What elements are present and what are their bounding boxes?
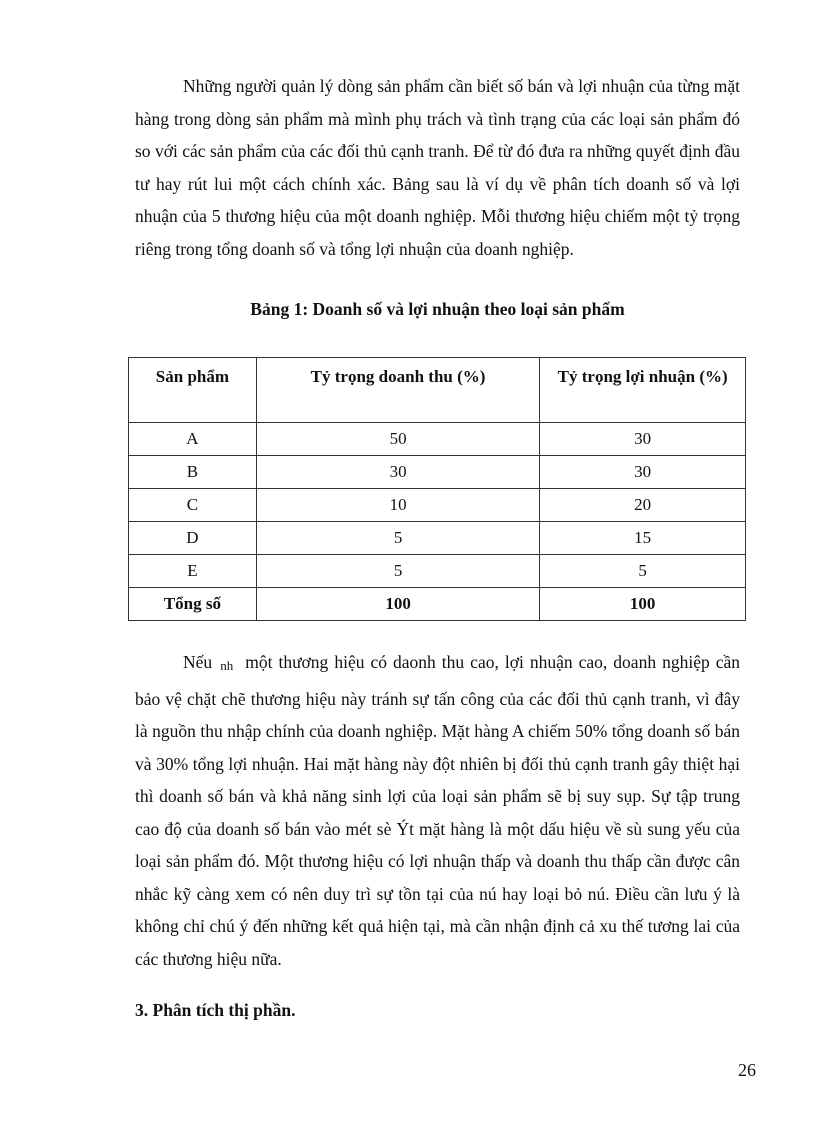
revenue-cell: 30 [256, 456, 540, 489]
table-caption: Bảng 1: Doanh số và lợi nhuận theo loại sản phẩm [250, 299, 625, 319]
table-row [129, 456, 746, 489]
product-cell: C [129, 489, 257, 522]
analysis-paragraph [135, 646, 740, 975]
section-heading: 3. Phân tích thị phần. [135, 1000, 296, 1020]
product-cell: B [129, 456, 257, 489]
profit-cell: 5 [540, 555, 746, 588]
paragraph-body: một thương hiệu có daonh thu cao, lợi nhuận cao, doanh nghiệp cần bảo vệ chặt chẽ thương hiệu này tránh sự tấn công của các đối thủ cạnh tranh, vì đây là nguồn thu nhập chính của doanh nghiệp. Mặt hàng A chiếm 50% tổng doanh số bán và 30% tổng lợi nhuận. Hai mặt hàng này đột nhiên bị đối thủ cạnh tranh gây thiệt hại thì doanh số bán và khả năng sinh lợi của loại sản phẩm sẽ bị suy sụp. Sự tập trung cao độ của doanh số bán vào mét sè Ýt mặt hàng là một dấu hiệu về sù sung yếu của loại sản phẩm đó. Một thương hiệu có lợi nhuận thấp và doanh thu thấp cần được cân nhắc kỹ càng xem có nên duy trì sự tồn tại của nú hay loại bỏ nú. Điều cần lưu ý là không chỉ chú ý đến những kết quả hiện tại, mà cần nhận định cả xu thế tương lai của các thương hiệu nữa. [135, 652, 741, 969]
profit-cell: 20 [540, 489, 746, 522]
table-row [129, 489, 746, 522]
total-profit-cell: 100 [540, 588, 746, 621]
header-product: Sản phẩm [129, 358, 257, 423]
revenue-cell: 5 [256, 522, 540, 555]
revenue-cell: 10 [256, 489, 540, 522]
table-total-row [129, 588, 746, 621]
product-cell: A [129, 423, 257, 456]
profit-cell: 30 [540, 423, 746, 456]
intro-paragraph: Những người quản lý dòng sản phẩm cần biết số bán và lợi nhuận của từng mặt hàng trong dòng sản phẩm mà mình phụ trách và tình trạng của các loại sản phẩm đó so với các sản phẩm của các đối thủ cạnh tranh. Để từ đó đưa ra những quyết định đầu tư hay rút lui một cách chính xác. Bảng sau là ví dụ về phân tích doanh số và lợi nhuận của 5 thương hiệu của một doanh nghiệp. Mỗi thương hiệu chiếm một tỷ trọng riêng trong tổng doanh số và tổng lợi nhuận của doanh nghiệp. [135, 76, 740, 259]
product-cell: E [129, 555, 257, 588]
header-revenue-share: Tỷ trọng doanh thu (%) [256, 358, 540, 423]
profit-cell: 15 [540, 522, 746, 555]
total-revenue-cell: 100 [256, 588, 540, 621]
profit-cell: 30 [540, 456, 746, 489]
table-row [129, 555, 746, 588]
product-cell: D [129, 522, 257, 555]
table-header-row [129, 358, 746, 423]
total-label-cell: Tổng số [129, 588, 257, 621]
sales-profit-table [128, 357, 746, 621]
page-number: 26 [738, 1060, 756, 1080]
revenue-cell: 5 [256, 555, 540, 588]
table-row [129, 423, 746, 456]
stray-text: nh [220, 658, 234, 673]
revenue-cell: 50 [256, 423, 540, 456]
header-profit-share: Tỷ trọng lợi nhuận (%) [540, 358, 746, 423]
paragraph-lead: Nếu [183, 652, 213, 672]
table-row [129, 522, 746, 555]
